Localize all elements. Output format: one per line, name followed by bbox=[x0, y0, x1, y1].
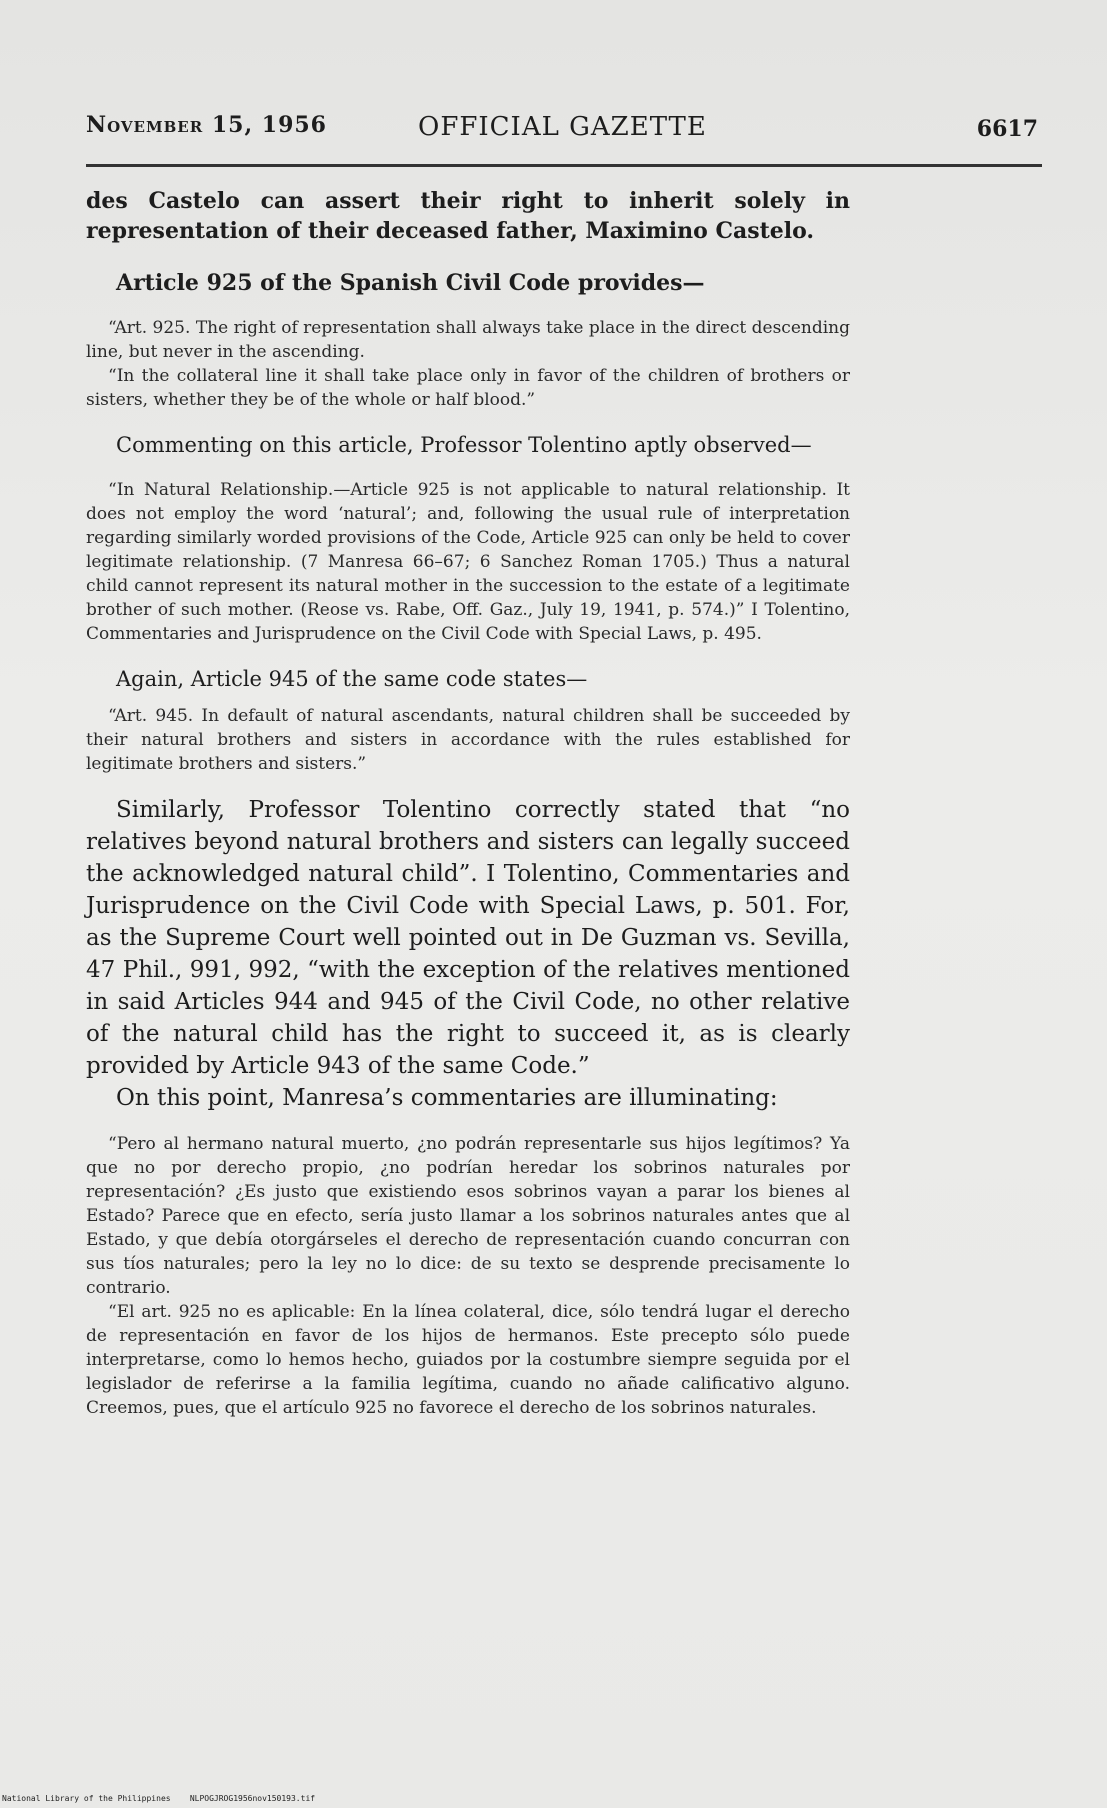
paragraph-tolentino-comment: Commenting on this article, Professor Tolentino aptly observed— bbox=[116, 433, 812, 457]
paragraph-article-945-intro: Again, Article 945 of the same code states— bbox=[116, 667, 588, 691]
header-title: OFFICIAL GAZETTE bbox=[418, 112, 707, 142]
quote-art-945: “Art. 945. In default of natural ascendants, natural children shall be succeeded by their natural brothers and sisters in accordance with the rules established for legitimate brothers and sisters.” bbox=[86, 706, 850, 774]
quote-natural-relationship: “In Natural Relationship.—Article 925 is not applicable to natural relationship. It does not employ the word ‘natural’; and, following the usual rule of interpretation regarding similarly worded provisions of the Code, Article 925 can only be held to cover legitimate relationship. (7 Manresa 66–67; 6 Sanchez Roman 1705.) Thus a natural child cannot represent its natural mother in the succession to the estate of a legitimate brother of such mother. (Reose vs. Rabe, Off. Gaz., July 19, 1941, p. 574.)” I Tolentino, Commentaries and Jurisprudence on the Civil Code with Special Laws, p. 495. bbox=[86, 480, 850, 644]
paragraph-similarly: Similarly, Professor Tolentino correctly stated that “no relatives beyond natural brothers and sisters can legally succeed the acknowledged natural child”. I Tolentino, Commentaries and Jurisprudence on the Civil Code with Special Laws, p. 501. For, as the Supreme Court well pointed out in De Guzman vs. Sevilla, 47 Phil., 991, 992, “with the exception of the relatives mentioned in said Articles 944 and 945 of the Civil Code, no other relative of the natural child has the right to succeed it, as is clearly provided by Article 943 of the same Code.” bbox=[86, 797, 850, 1079]
header-rule bbox=[86, 164, 1042, 167]
paragraph-manresa-intro: On this point, Manresa’s commentaries are illuminating: bbox=[116, 1085, 778, 1111]
paragraph-article-925-intro: Article 925 of the Spanish Civil Code provides— bbox=[116, 270, 705, 296]
quote-manresa-b: “El art. 925 no es aplicable: En la línea colateral, dice, sólo tendrá lugar el derecho de representación en favor de los hijos de hermanos. Este precepto sólo puede interpretarse, como lo hemos hecho, guiados por la costumbre siempre seguida por el legislador de referirse a la familia legítima, cuando no añade calificativo alguno. Creemos, pues, que el artículo 925 no favorece el derecho de los sobrinos naturales. bbox=[86, 1302, 850, 1418]
footer-library: National Library of the Philippines bbox=[2, 1794, 171, 1803]
quote-manresa-a: “Pero al hermano natural muerto, ¿no podrán representarle sus hijos legítimos? Ya que no por derecho propio, ¿no podrían heredar los sobrinos naturales por representación? ¿Es justo que existiendo esos sobrinos vayan a parar los bienes al Estado? Parece que en efecto, sería justo llamar a los sobrinos naturales antes que al Estado, y que debía otorgárseles el derecho de representación cuando concurran con sus tíos naturales; pero la ley no lo dice: de su texto se desprende precisamente lo contrario. bbox=[86, 1134, 850, 1298]
paragraph-castelo: des Castelo can assert their right to inherit solely in representation of their deceased father, Maximino Castelo. bbox=[86, 188, 850, 244]
page-header bbox=[86, 112, 1038, 152]
page-body bbox=[86, 186, 850, 1420]
header-date: November 15, 1956 bbox=[86, 112, 327, 138]
scan-footer bbox=[2, 1794, 315, 1803]
quote-art-925-a: “Art. 925. The right of representation shall always take place in the direct descending line, but never in the ascending. bbox=[86, 318, 850, 362]
footer-file: NLPOGJROG1956nov150193.tif bbox=[189, 1794, 316, 1803]
quote-art-925-b: “In the collateral line it shall take place only in favor of the children of brothers or sisters, whether they be of the whole or half blood.” bbox=[86, 366, 850, 410]
page-number: 6617 bbox=[976, 116, 1038, 142]
